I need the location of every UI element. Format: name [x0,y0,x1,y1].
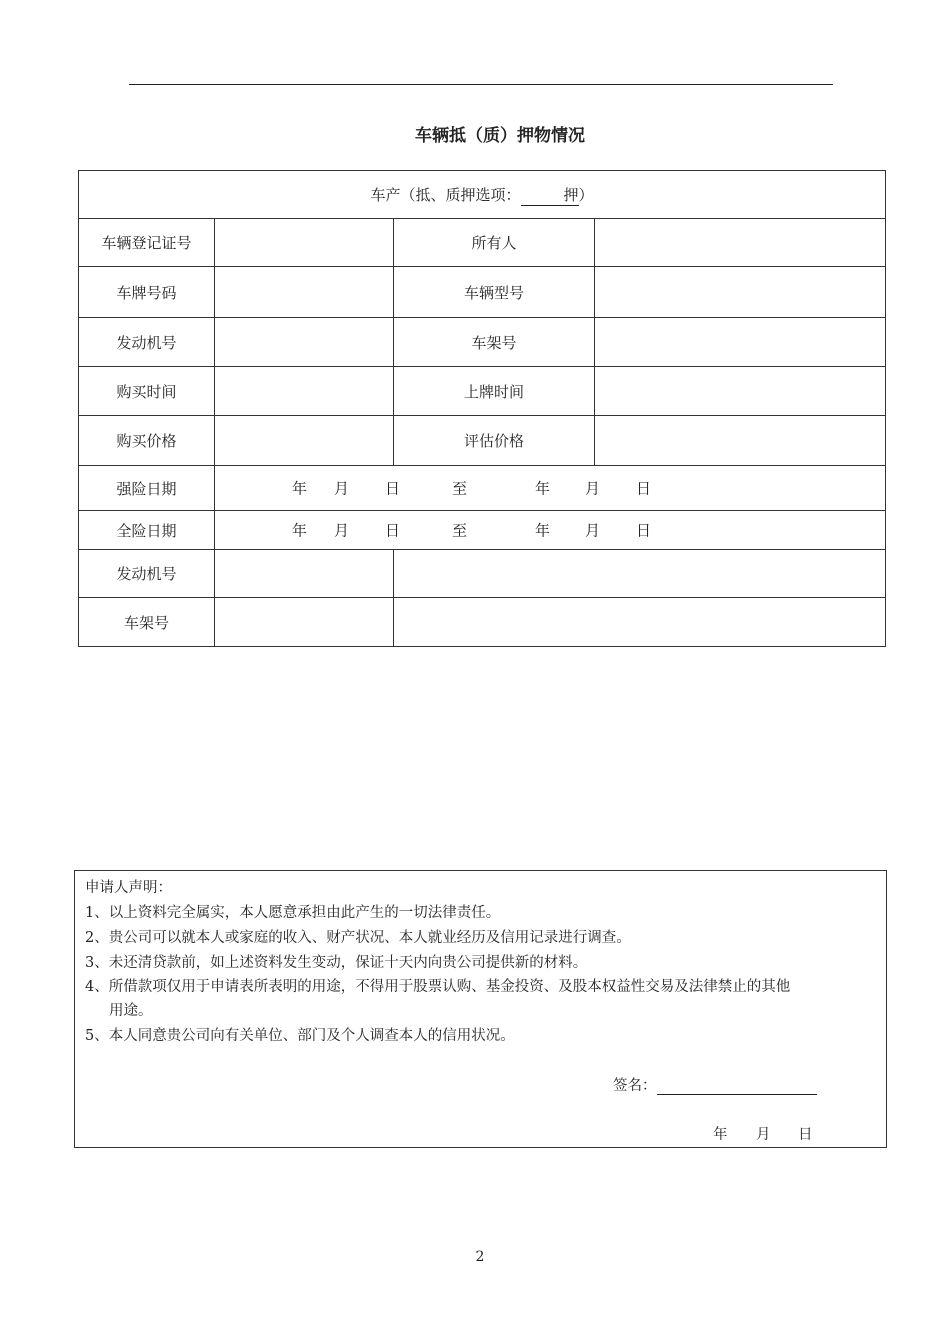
declaration-item: 4、所借款项仅用于申请表所表明的用途，不得用于股票认购、基金投资、及股本权益性交易及法律禁止的其他 [85,979,791,995]
registration-number-field[interactable] [215,219,394,267]
row-label: 车牌号码 [79,267,215,318]
header-rule [129,84,833,85]
table-row [79,416,886,466]
collateral-type-prefix: 车产（抵、质押选项： [370,185,521,204]
frame-number-field[interactable] [595,318,886,367]
signature-label: 签名： [613,1078,657,1094]
frame-number-field-2[interactable] [215,598,394,647]
page-number: 2 [475,1249,485,1265]
row-label: 所有人 [394,219,595,267]
declaration-item: 5、本人同意贵公司向有关单位、部门及个人调查本人的信用状况。 [85,1028,515,1044]
signature-date-year: 年 [713,1127,728,1143]
declaration-item: 1、以上资料完全属实，本人愿意承担由此产生的一切法律责任。 [85,905,501,921]
plate-date-field[interactable] [595,367,886,416]
compulsory-insurance-date-field[interactable]: 年 月 日 至 年 月 日 [215,466,886,511]
declaration-heading: 申请人声明： [85,880,172,896]
row-label: 评估价格 [394,416,595,466]
row-label: 发动机号 [79,318,215,367]
engine-number-field-2[interactable] [215,550,394,598]
owner-field[interactable] [595,219,886,267]
declaration-item: 3、未还清贷款前，如上述资料发生变动，保证十天内向贵公司提供新的材料。 [85,955,588,971]
row-label: 上牌时间 [394,367,595,416]
row-label: 购买时间 [79,367,215,416]
declaration-item: 2、贵公司可以就本人或家庭的收入、财产状况、本人就业经历及信用记录进行调查。 [85,930,631,946]
engine-number-extra-field[interactable] [394,550,886,598]
vehicle-model-field[interactable] [595,267,886,318]
table-row [79,318,886,367]
declaration-item-continuation: 用途。 [109,1003,153,1019]
signature-field[interactable] [657,1080,817,1095]
applicant-declaration [74,870,887,1148]
collateral-type-suffix: ） [578,185,594,204]
signature-date-day: 日 [798,1127,813,1143]
row-label: 车架号 [79,598,215,647]
table-row [79,219,886,267]
row-label: 购买价格 [79,416,215,466]
row-label: 车辆型号 [394,267,595,318]
table-row [79,267,886,318]
appraised-price-field[interactable] [595,416,886,466]
purchase-date-field[interactable] [215,367,394,416]
page-title: 车辆抵（质）押物情况 [415,126,585,146]
signature-date-month: 月 [756,1127,771,1143]
table-header-cell [79,171,886,219]
purchase-price-field[interactable] [215,416,394,466]
collateral-option-field[interactable]: 押 [521,184,579,206]
table-row [79,511,886,550]
row-label: 车辆登记证号 [79,219,215,267]
table-row [79,466,886,511]
engine-number-field[interactable] [215,318,394,367]
frame-number-extra-field[interactable] [394,598,886,647]
row-label: 发动机号 [79,550,215,598]
vehicle-collateral-table [78,170,886,647]
row-label: 全险日期 [79,511,215,550]
table-row [79,550,886,598]
signature-row [613,1074,817,1095]
row-label: 强险日期 [79,466,215,511]
row-label: 车架号 [394,318,595,367]
table-row [79,598,886,647]
table-row [79,367,886,416]
comprehensive-insurance-date-field[interactable]: 年 月 日 至 年 月 日 [215,511,886,550]
plate-number-field[interactable] [215,267,394,318]
